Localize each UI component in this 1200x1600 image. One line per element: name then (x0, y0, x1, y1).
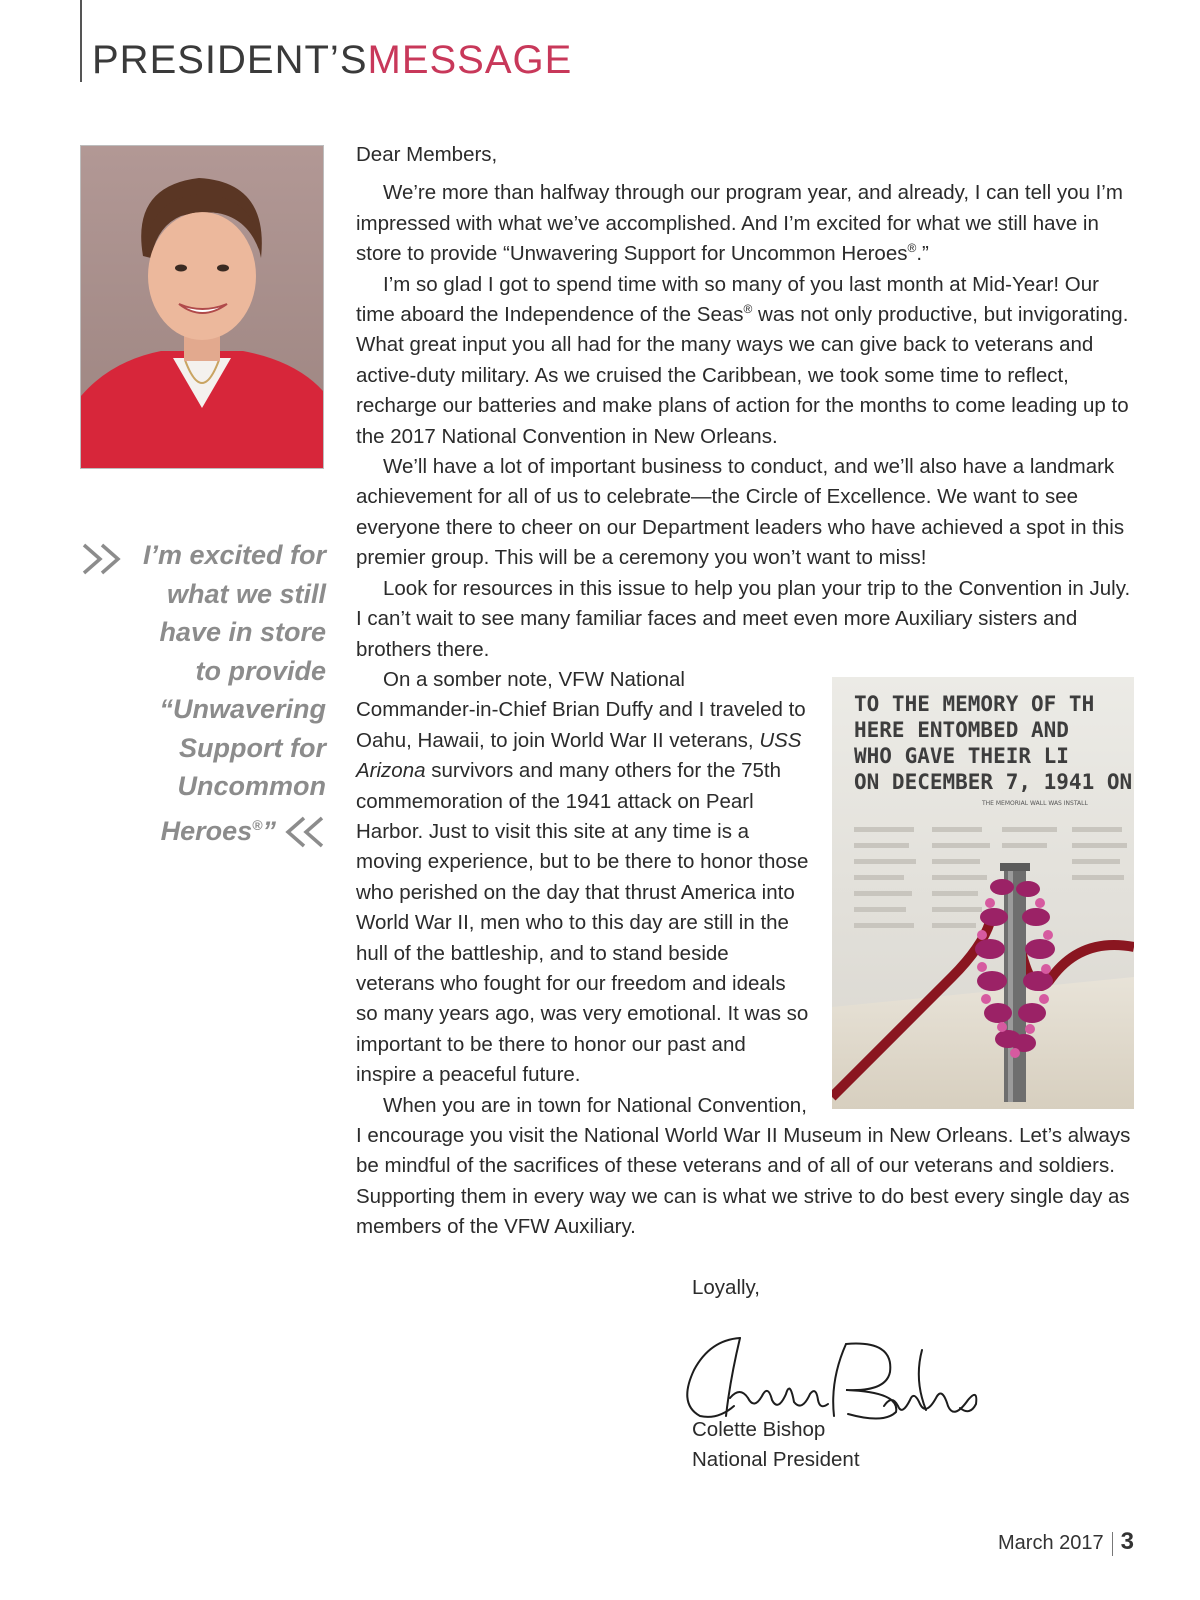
pull-quote-last-line (82, 806, 326, 851)
paragraph: Look for resources in this issue to help you plan your trip to the Convention in July. I can’t wait to see many familiar faces and meet even more Auxiliary sisters and brothers there. (356, 576, 1131, 661)
chevrons-left-icon (280, 815, 326, 849)
paragraph (356, 178, 1134, 269)
paragraph: When you are in town for National Convention, I encourage you visit the National World War II Museum in New Orleans. Let’s always be mindful of the sacrifices of these veterans and of all of our veterans and soldiers. Supporting them in every way we can is what we strive to do best every single day as members of the VFW Auxiliary. (356, 1093, 1131, 1239)
portrait-illustration (81, 146, 323, 468)
president-portrait (80, 145, 324, 469)
pull-quote-line: have in store (159, 617, 326, 647)
pull-quote-line: Uncommon (177, 771, 326, 801)
ship-name: USS Arizona (356, 728, 802, 783)
greeting: Dear Members, (356, 143, 498, 166)
president-title: National President (692, 1448, 860, 1471)
registered-mark: ® (252, 816, 263, 833)
pull-quote-line: to provide (195, 655, 326, 686)
paragraph-text: I’m so glad I got to spend time with so many of you last month at Mid-Year! Our time aboard the Independence of the Seas (356, 272, 1099, 327)
pull-quote (82, 536, 326, 850)
paragraph-text: On a somber note, VFW National Commander-in-Chief Brian Duffy and I traveled to Oahu, Hawaii, to join World War II veterans, (356, 667, 806, 752)
pull-quote-end-quote: ” (262, 815, 276, 846)
memorial-wall-illustration (832, 677, 1134, 1109)
memorial-inscription-line: WHO GAVE THEIR LI (854, 743, 1069, 768)
paragraph (356, 270, 1134, 452)
memorial-inscription-line: ON DECEMBER 7, 1941 ON (854, 769, 1133, 794)
footer-divider (1112, 1532, 1113, 1556)
header-rule (80, 0, 82, 82)
page-title (92, 40, 572, 80)
chevrons-right-icon (82, 542, 126, 576)
letter-body (356, 140, 1134, 1243)
pull-quote-line: what we still (166, 578, 326, 609)
pull-quote-line: Heroes (160, 815, 253, 846)
paragraph-text: was not only productive, but invigorating. What great input you all had for the many ways we can give back to veterans and active-duty military. As we cruised the Caribbean, we took some time to reflect, recharge our batteries and make plans of action for the months to come leading up to the 2017 National Convention in New Orleans. (356, 303, 1129, 448)
registered-mark: ® (743, 302, 753, 317)
paragraph-text: survivors and many others for the 75th commemoration of the 1941 attack on Pearl Harbor. Just to visit this site at any time is a moving experience, but to be there to honor those who perished on the day that thrust America into World War II, men who to this day are still in the hull of the battleship, and to stand beside veterans who fought for our freedom and ideals so many years ago, was very emotional. It was so important to be there to honor our past and inspire a peaceful future. (356, 759, 809, 1087)
issue-date: March 2017 (998, 1532, 1104, 1554)
memorial-inscription-line: TO THE MEMORY OF TH (854, 691, 1095, 716)
signature (670, 1320, 990, 1430)
memorial-inscription-line: HERE ENTOMBED AND (854, 717, 1069, 742)
paragraph-text: We’re more than halfway through our program year, and already, I can tell you I’m impressed with what we’ve accomplished. And I’m excited for what we still have in store to provide “Unwavering Support for Uncommon Heroes (356, 181, 1123, 266)
pull-quote-line: Support for (179, 732, 326, 763)
registered-mark: ® (907, 241, 917, 256)
page-title-part1: PRESIDENT’S (92, 38, 368, 82)
memorial-photo (832, 677, 1134, 1109)
page-title-part2: MESSAGE (367, 38, 573, 82)
president-name: Colette Bishop (692, 1418, 826, 1441)
page-number: 3 (1120, 1528, 1134, 1555)
paragraph: We’ll have a lot of important business to conduct, and we’ll also have a landmark achievement for all of us to celebrate—the Circle of Excellence. We want to see everyone there to cheer on our Department leaders who have achieved a spot in this premier group. This will be a ceremony you won’t want to miss! (356, 455, 1125, 570)
page-footer (998, 1528, 1134, 1556)
valediction: Loyally, (692, 1276, 760, 1299)
pull-quote-line: I’m excited for (142, 540, 326, 570)
pull-quote-line: “Unwavering (159, 694, 326, 724)
memorial-small-inscription: THE MEMORIAL WALL WAS INSTALL (982, 799, 1088, 807)
paragraph-text: .” (916, 242, 929, 266)
